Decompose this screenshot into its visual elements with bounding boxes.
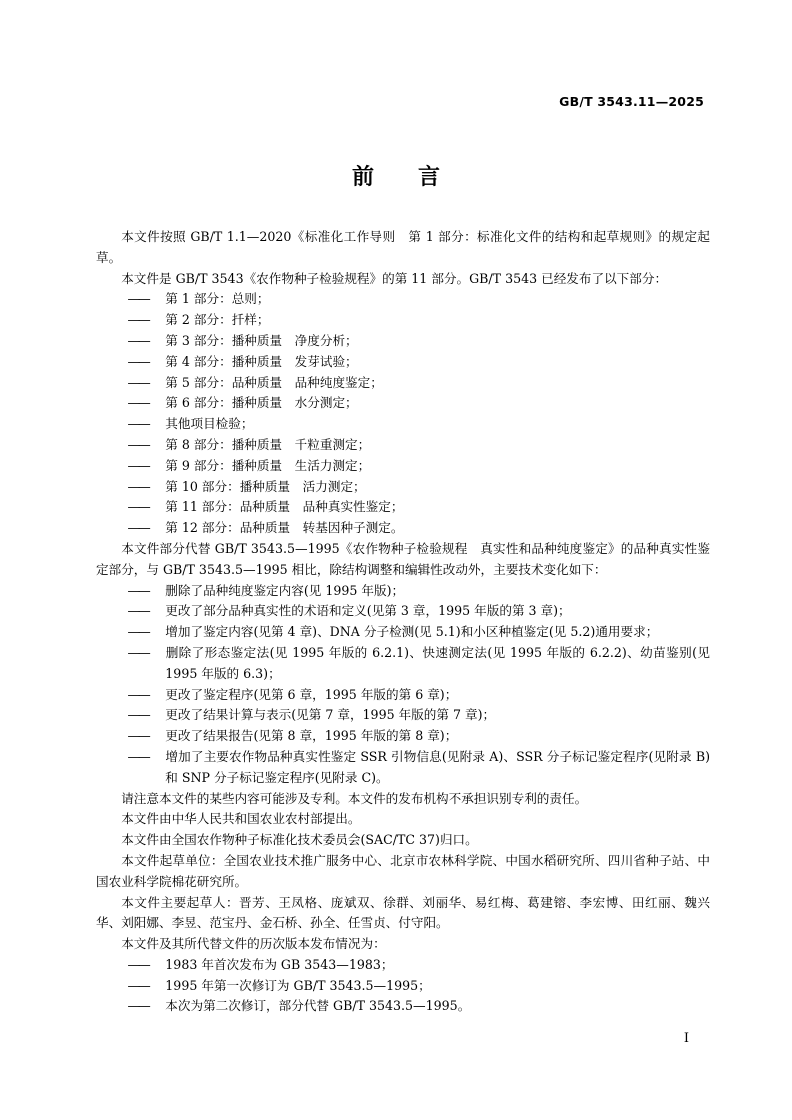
list-item	[96, 955, 710, 976]
list-item-text: 增加了鉴定内容(见第 4 章)、DNA 分子检测(见 5.1)和小区种植鉴定(见 5.2)通用要求；	[165, 624, 659, 640]
history-intro: 本文件及其所代替文件的历次版本发布情况为：	[121, 936, 386, 952]
list-item-text: 第 9 部分：播种质量 生活力测定；	[165, 457, 371, 473]
dash-mark: ——	[127, 644, 149, 660]
history-list	[96, 955, 710, 1017]
list-item	[96, 497, 710, 518]
dash-mark: ——	[127, 395, 149, 411]
dash-mark: ——	[127, 998, 149, 1014]
list-item-text: 本次为第二次修订，部分代替 GB/T 3543.5—1995。	[165, 998, 471, 1014]
dash-mark: ——	[127, 956, 149, 972]
list-item	[96, 976, 710, 997]
dash-mark: ——	[127, 728, 149, 744]
drafters: 本文件主要起草人：晋芳、王凤格、庞斌双、徐群、刘丽华、易红梅、葛建镕、李宏博、田红丽、魏兴华、刘阳娜、李昱、范宝丹、金石桥、孙全、任雪贞、付守阳。	[96, 894, 710, 931]
list-item	[96, 685, 710, 706]
dash-mark: ——	[127, 603, 149, 619]
list-item	[96, 352, 710, 373]
list-item-text: 更改了结果计算与表示(见第 7 章，1995 年版的第 7 章)；	[165, 707, 496, 723]
replace-paragraph: 本文件部分代替 GB/T 3543.5—1995《农作物种子检验规程 真实性和品种纯度鉴定》的品种真实性鉴定部分，与 GB/T 3543.5—1995 相比，除结构调整和编辑性改动外，主要技术变化如下：	[96, 540, 710, 577]
list-item	[96, 289, 710, 310]
list-item	[96, 373, 710, 394]
list-item-text: 删除了形态鉴定法(见 1995 年版的 6.2.1)、快速测定法(见 1995 年版的 6.2.2)、幼苗鉴别(见 1995 年版的 6.3)；	[165, 644, 710, 681]
list-item-text: 第 12 部分：品种质量 转基因种子测定。	[165, 520, 404, 536]
dash-mark: ——	[127, 478, 149, 494]
dash-mark: ——	[127, 312, 149, 328]
list-item-text: 1995 年第一次修订为 GB/T 3543.5—1995；	[165, 977, 431, 993]
patent-note: 请注意本文件的某些内容可能涉及专利。本文件的发布机构不承担识别专利的责任。	[121, 790, 588, 806]
list-item-text: 第 11 部分：品种质量 品种真实性鉴定；	[165, 499, 404, 515]
list-item-text: 第 6 部分：播种质量 水分测定；	[165, 395, 358, 411]
dash-mark: ——	[127, 624, 149, 640]
page-number: I	[683, 1031, 689, 1046]
list-item-text: 更改了结果报告(见第 8 章，1995 年版的第 8 章)；	[165, 728, 458, 744]
list-item-text: 第 8 部分：播种质量 千粒重测定；	[165, 436, 371, 452]
list-item	[96, 581, 710, 602]
title-char-1: 前	[351, 164, 374, 190]
standard-code-header: GB/T 3543.11—2025	[559, 94, 704, 109]
dash-mark: ——	[127, 353, 149, 369]
dash-mark: ——	[127, 499, 149, 515]
list-item-text: 删除了品种纯度鉴定内容(见 1995 年版)；	[165, 582, 405, 598]
list-item-text: 其他项目检验；	[165, 416, 254, 432]
list-item	[96, 518, 710, 539]
proposed-by: 本文件由中华人民共和国农业农村部提出。	[121, 811, 361, 827]
dash-mark: ——	[127, 707, 149, 723]
list-item-text: 增加了主要农作物品种真实性鉴定 SSR 引物信息(见附录 A)、SSR 分子标记鉴定程序(见附录 B)和 SNP 分子标记鉴定程序(见附录 C)。	[165, 748, 710, 785]
dash-mark: ——	[127, 332, 149, 348]
list-item-text: 更改了部分品种真实性的术语和定义(见第 3 章，1995 年版的第 3 章)；	[165, 603, 571, 619]
parts-list	[96, 289, 710, 539]
list-item-text: 更改了鉴定程序(见第 6 章，1995 年版的第 6 章)；	[165, 686, 458, 702]
list-item	[96, 726, 710, 747]
list-item	[96, 456, 710, 477]
list-item	[96, 705, 710, 726]
list-item-text: 第 5 部分：品种质量 品种纯度鉴定；	[165, 374, 383, 390]
intro-paragraph-2: 本文件是 GB/T 3543《农作物种子检验规程》的第 11 部分。GB/T 3543 已经发布了以下部分：	[121, 270, 668, 286]
list-item-text: 第 4 部分：播种质量 发芽试验；	[165, 353, 358, 369]
dash-mark: ——	[127, 436, 149, 452]
list-item-text: 1983 年首次发布为 GB 3543—1983；	[165, 956, 394, 972]
list-item	[96, 331, 710, 352]
list-item	[96, 601, 710, 622]
list-item	[96, 622, 710, 643]
dash-mark: ——	[127, 977, 149, 993]
dash-mark: ——	[127, 416, 149, 432]
dash-mark: ——	[127, 582, 149, 598]
list-item	[96, 643, 710, 685]
managed-by: 本文件由全国农作物种子标准化技术委员会(SAC/TC 37)归口。	[121, 832, 478, 848]
changes-list	[96, 581, 710, 789]
list-item-text: 第 3 部分：播种质量 净度分析；	[165, 332, 358, 348]
page-title	[0, 160, 792, 191]
list-item	[96, 747, 710, 789]
list-item-text: 第 10 部分：播种质量 活力测定；	[165, 478, 366, 494]
dash-mark: ——	[127, 291, 149, 307]
list-item	[96, 414, 710, 435]
list-item-text: 第 1 部分：总则；	[165, 291, 270, 307]
list-item	[96, 996, 710, 1017]
foreword-body	[96, 227, 710, 1017]
list-item	[96, 477, 710, 498]
dash-mark: ——	[127, 748, 149, 764]
drafting-units: 本文件起草单位：全国农业技术推广服务中心、北京市农林科学院、中国水稻研究所、四川省种子站、中国农业科学院棉花研究所。	[96, 852, 710, 889]
list-item	[96, 310, 710, 331]
list-item	[96, 393, 710, 414]
list-item-text: 第 2 部分：扦样；	[165, 312, 270, 328]
title-char-2: 言	[418, 164, 441, 190]
dash-mark: ——	[127, 457, 149, 473]
dash-mark: ——	[127, 374, 149, 390]
dash-mark: ——	[127, 686, 149, 702]
intro-paragraph-1: 本文件按照 GB/T 1.1—2020《标准化工作导则 第 1 部分：标准化文件的结构和起草规则》的规定起草。	[96, 229, 710, 265]
list-item	[96, 435, 710, 456]
dash-mark: ——	[127, 520, 149, 536]
